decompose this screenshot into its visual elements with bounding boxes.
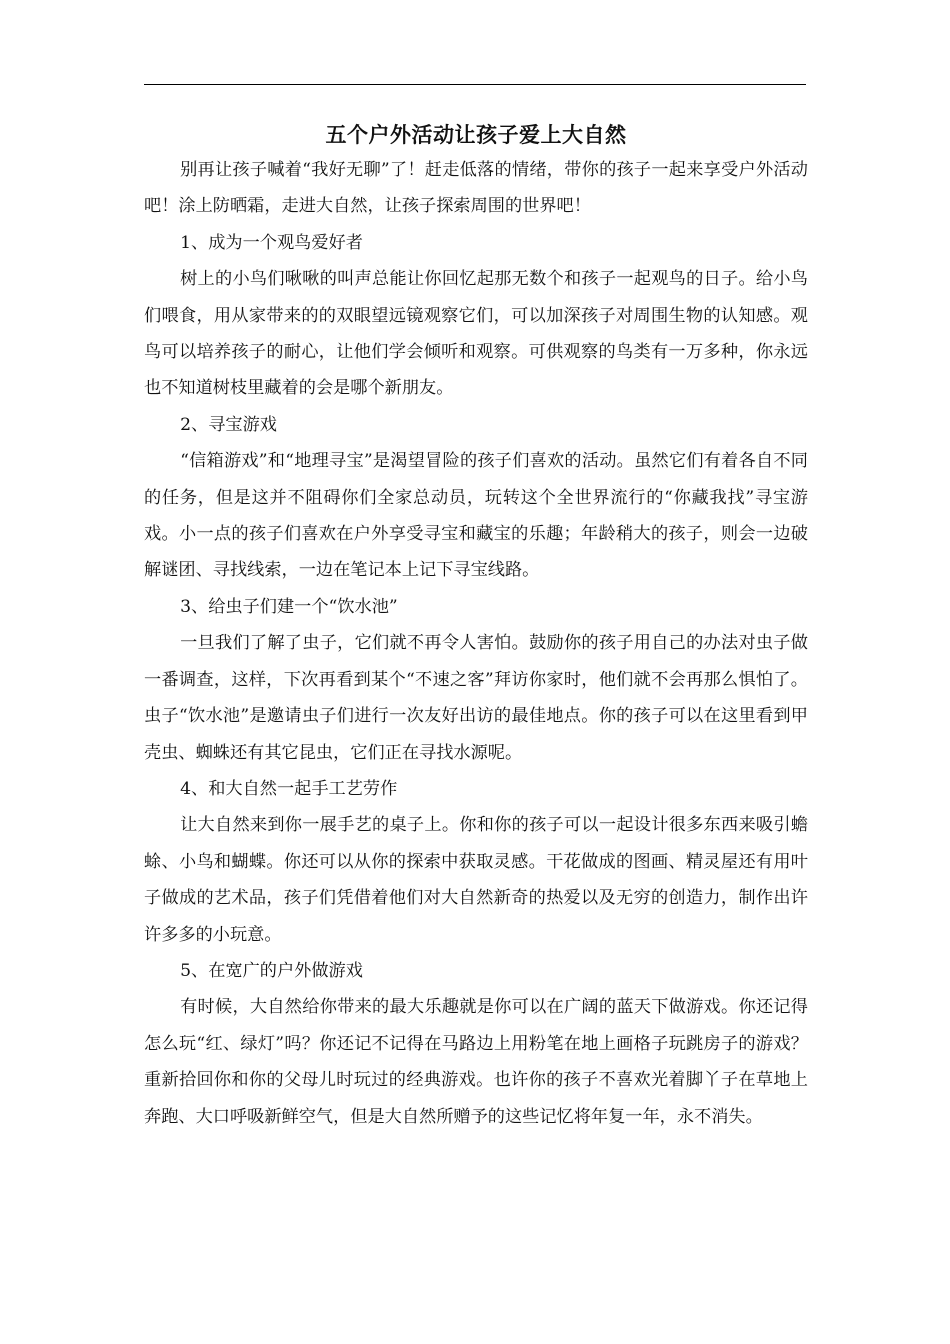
section-heading-1: 1、成为一个观鸟爱好者 xyxy=(180,232,363,253)
section-body-2: “信箱游戏”和“地理寻宝”是渴望冒险的孩子们喜欢的活动。虽然它们有着各自不同的任务，但是这并不阻碍你们全家总动员，玩转这个全世界流行的“你藏我找”寻宝游戏。小一点的孩子们喜欢在户外享受寻宝和藏宝的乐趣；年龄稍大的孩子，则会一边破解谜团、寻找线索，一边在笔记本上记下寻宝线路。 xyxy=(144,451,808,581)
intro-paragraph: 别再让孩子喊着“我好无聊”了！赶走低落的情绪，带你的孩子一起来享受户外活动吧！涂上防晒霜，走进大自然，让孩子探索周围的世界吧！ xyxy=(144,160,808,217)
section-heading-5: 5、在宽广的户外做游戏 xyxy=(180,960,363,981)
section-heading-2: 2、寻宝游戏 xyxy=(180,414,277,435)
section-body-3: 一旦我们了解了虫子，它们就不再令人害怕。鼓励你的孩子用自己的办法对虫子做一番调查，这样，下次再看到某个“不速之客”拜访你家时，他们就不会再那么惧怕了。虫子“饮水池”是邀请虫子们进行一次友好出访的最佳地点。你的孩子可以在这里看到甲壳虫、蜘蛛还有其它昆虫，它们正在寻找水源呢。 xyxy=(144,633,808,763)
document-body xyxy=(144,118,808,1135)
header-rule xyxy=(144,84,806,85)
section-body-1: 树上的小鸟们啾啾的叫声总能让你回忆起那无数个和孩子一起观鸟的日子。给小鸟们喂食，用从家带来的的双眼望远镜观察它们，可以加深孩子对周围生物的认知感。观鸟可以培养孩子的耐心，让他们学会倾听和观察。可供观察的鸟类有一万多种，你永远也不知道树枝里藏着的会是哪个新朋友。 xyxy=(144,269,808,399)
section-heading-3: 3、给虫子们建一个“饮水池” xyxy=(180,596,398,617)
document-title: 五个户外活动让孩子爱上大自然 xyxy=(325,123,627,147)
section-body-4: 让大自然来到你一展手艺的桌子上。你和你的孩子可以一起设计很多东西来吸引蟾蜍、小鸟和蝴蝶。你还可以从你的探索中获取灵感。干花做成的图画、精灵屋还有用叶子做成的艺术品，孩子们凭借着他们对大自然新奇的热爱以及无穷的创造力，制作出许许多多的小玩意。 xyxy=(144,815,808,945)
section-body-5: 有时候，大自然给你带来的最大乐趣就是你可以在广阔的蓝天下做游戏。你还记得怎么玩“红、绿灯”吗？你还记不记得在马路边上用粉笔在地上画格子玩跳房子的游戏？重新拾回你和你的父母儿时玩过的经典游戏。也许你的孩子不喜欢光着脚丫子在草地上奔跑、大口呼吸新鲜空气，但是大自然所赠予的这些记忆将年复一年，永不消失。 xyxy=(144,997,808,1127)
section-heading-4: 4、和大自然一起手工艺劳作 xyxy=(180,778,398,799)
